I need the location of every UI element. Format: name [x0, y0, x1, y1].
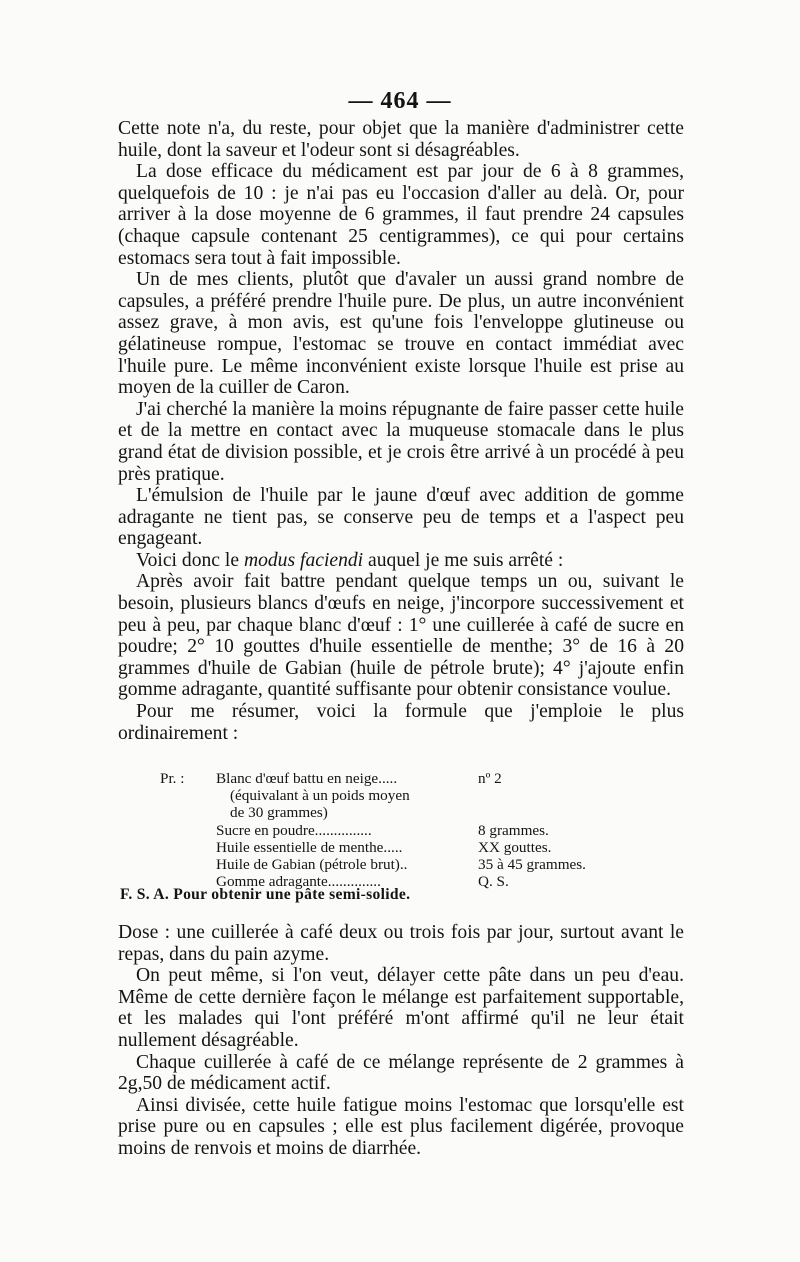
formula-prefix: Pr. : [160, 770, 185, 787]
paragraph: Chaque cuillerée à café de ce mélange représente de 2 grammes à 2g,50 de médicament actif. [118, 1051, 684, 1095]
formula-desc: Gomme adragante.............. [216, 873, 381, 891]
formula-row [160, 856, 660, 873]
formula-row [160, 770, 660, 787]
formula-instruction: F. S. A. Pour obtenir une pâte semi-solide. [120, 886, 411, 903]
formula-desc: Sucre en poudre............... [216, 821, 372, 839]
paragraph: La dose efficace du médicament est par jour de 6 à 8 grammes, quelquefois de 10 : je n'ai pas eu l'occasion d'aller au delà. Or, pour arriver à la dose moyenne de 6 grammes, il faut prendre 24 capsules (chaque capsule contenant 25 centigrammes), ce qui pour certains estomacs sera tout à fait impossible. [118, 161, 684, 269]
formula-qty: 8 grammes. [478, 821, 549, 839]
paragraph: Dose : une cuillerée à café deux ou trois fois par jour, surtout avant le repas, dans du pain azyme. [118, 922, 684, 965]
paragraph: Cette note n'a, du reste, pour objet que la manière d'administrer cette huile, dont la saveur et l'odeur sont si désagréables. [118, 118, 684, 161]
paragraph: Pour me résumer, voici la formule que j'emploie le plus ordinairement : [118, 701, 684, 744]
formula-desc: Huile essentielle de menthe..... [216, 838, 403, 856]
paragraph: Ainsi divisée, cette huile fatigue moins l'estomac que lorsqu'elle est prise pure ou en capsules ; elle est plus facilement digérée, provoque moins de renvois et moins de diarrhée. [118, 1094, 684, 1159]
modus-end: auquel je me suis arrêté : [368, 549, 564, 571]
formula-qty: nº 2 [478, 770, 502, 787]
formula-row [160, 839, 660, 856]
paragraph: Un de mes clients, plutôt que d'avaler un aussi grand nombre de capsules, a préféré prendre l'huile pure. De plus, un autre inconvénient assez grave, à mon avis, est qu'une fois l'enveloppe glutineuse ou gélatineuse rompue, l'estomac se trouve en contact immédiat avec l'huile pure. Le même inconvénient existe lorsque l'huile est prise au moyen de la cuiller de Caron. [118, 269, 684, 399]
formula-qty: 35 à 45 grammes. [478, 856, 586, 874]
formula-qty: Q. S. [478, 873, 509, 891]
modus-paragraph [118, 550, 684, 572]
formula-row [160, 822, 660, 839]
formula-qty: XX gouttes. [478, 838, 552, 856]
paragraph: Après avoir fait battre pendant quelque temps un ou, suivant le besoin, plusieurs blancs d'œufs en neige, j'incorpore successivement et peu à peu, par chaque blanc d'œuf : 1° une cuillerée à café de sucre en poudre; 2° 10 gouttes d'huile essentielle de menthe; 3° de 16 à 20 grammes d'huile de Gabian (huile de pétrole brute); 4° j'ajoute enfin gomme adragante, quantité suffisante pour obtenir consistance voulue. [118, 571, 684, 701]
closing-text-block [118, 922, 684, 1160]
paragraph: L'émulsion de l'huile par le jaune d'œuf avec addition de gomme adragante ne tient pas, se conserve peu de temps et a l'aspect peu engageant. [118, 485, 684, 550]
page-number: — 464 — [348, 88, 452, 114]
formula-row [160, 787, 660, 804]
formula-row [160, 804, 660, 821]
formula-desc: (équivalant à un poids moyen [230, 787, 410, 805]
modus-italic: modus faciendi [243, 549, 364, 571]
formula-desc: Huile de Gabian (pétrole brut).. [216, 856, 408, 874]
formula-desc: Blanc d'œuf battu en neige..... [216, 770, 398, 787]
formula-table [160, 770, 660, 890]
paragraph: J'ai cherché la manière la moins répugnante de faire passer cette huile et de la mettre en contact avec la muqueuse stomacale dans le plus grand état de division possible, et je crois être arrivé à un procédé à peu près pratique. [118, 398, 684, 485]
main-text-block [118, 118, 684, 744]
modus-intro: Voici donc le [136, 549, 240, 571]
paragraph: On peut même, si l'on veut, délayer cette pâte dans un peu d'eau. Même de cette dernière façon le mélange est parfaitement supportable, et les malades qui l'ont préféré m'ont affirmé qu'il ne leur était nullement désagréable. [118, 965, 684, 1051]
formula-desc: de 30 grammes) [230, 804, 328, 822]
